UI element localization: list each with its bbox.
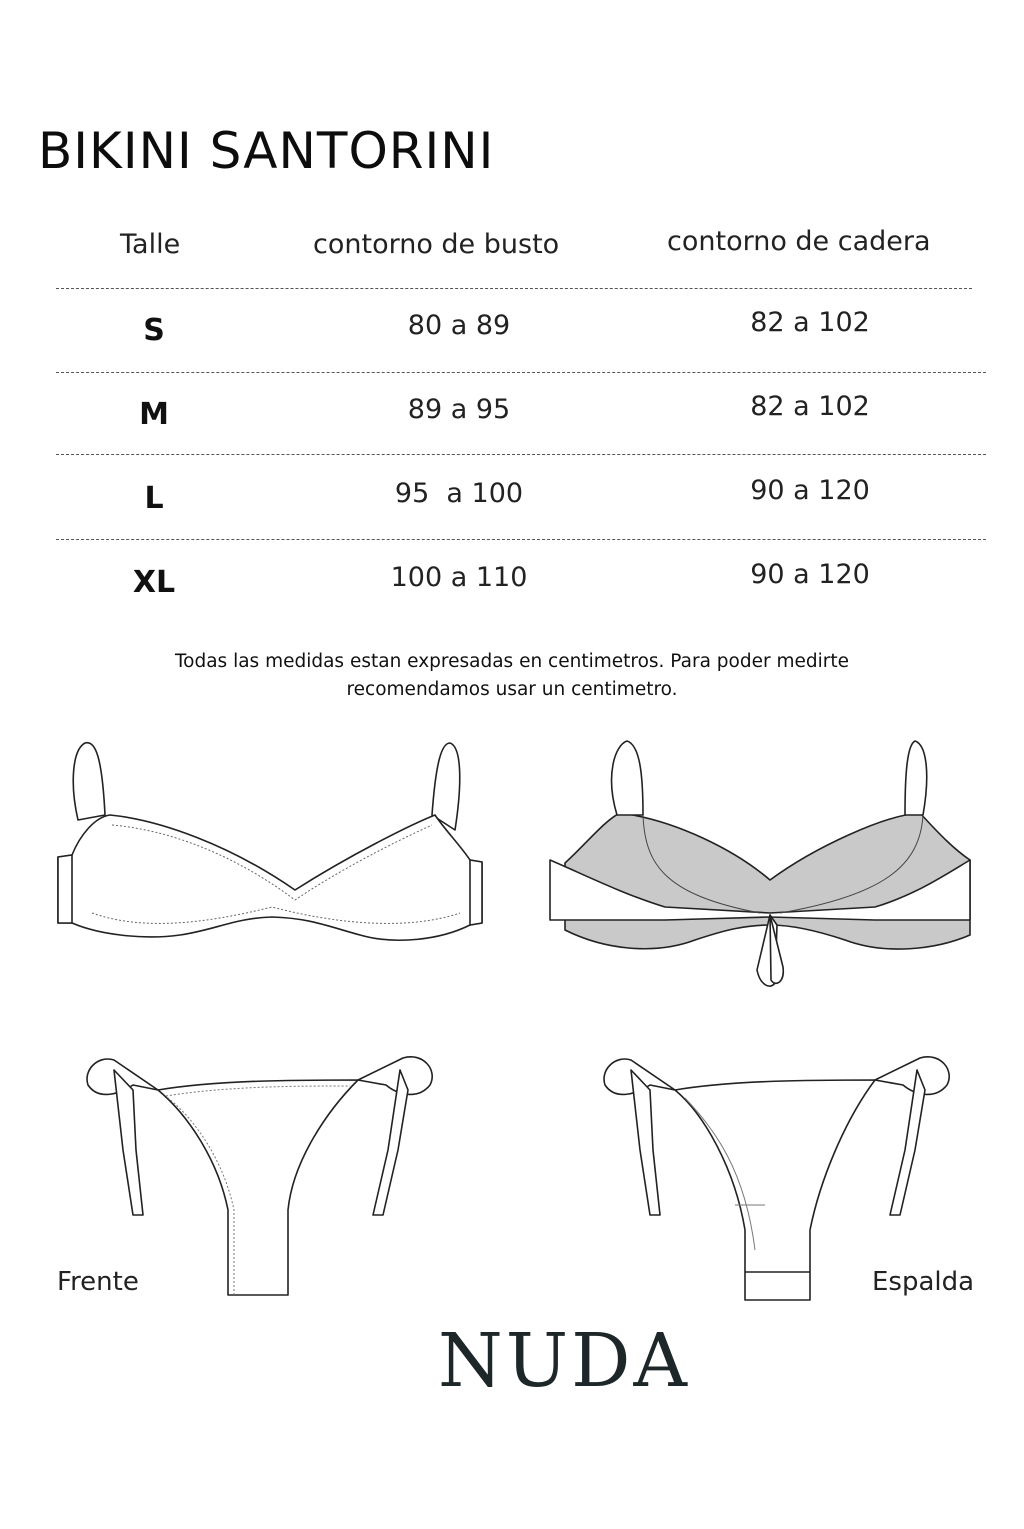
front-caption: Frente	[57, 1267, 139, 1297]
header-hip: contorno de cadera	[667, 226, 931, 257]
header-bust: contorno de busto	[313, 229, 560, 260]
hip-cell: 90 a 120	[750, 475, 870, 506]
bikini-bottom-front-illustration	[78, 1050, 448, 1300]
hip-cell: 82 a 102	[750, 391, 870, 422]
hip-cell: 82 a 102	[750, 307, 870, 338]
table-divider	[56, 288, 972, 289]
table-divider	[56, 539, 986, 540]
table-divider	[56, 454, 986, 455]
note-line: Todas las medidas estan expresadas en centimetros. Para poder medirte	[175, 651, 849, 672]
bust-cell: 89 a 95	[407, 394, 511, 425]
bikini-top-front-illustration	[50, 735, 490, 955]
size-cell: XL	[132, 565, 176, 600]
bust-cell: 95 a 100	[394, 478, 524, 509]
hip-cell: 90 a 120	[750, 559, 870, 590]
table-divider	[56, 372, 986, 373]
page-title: BIKINI SANTORINI	[38, 121, 495, 180]
measurement-note	[0, 648, 1024, 704]
back-caption: Espalda	[872, 1267, 975, 1297]
bikini-top-back-illustration	[545, 735, 985, 995]
brand-logo: NUDA	[438, 1318, 690, 1404]
note-line: recomendamos usar un centimetro.	[346, 679, 678, 700]
size-cell: S	[143, 313, 165, 348]
size-cell: M	[139, 397, 169, 432]
bust-cell: 80 a 89	[407, 310, 511, 341]
bust-cell: 100 a 110	[390, 562, 528, 593]
header-size: Talle	[120, 229, 181, 260]
size-cell: L	[144, 481, 164, 516]
